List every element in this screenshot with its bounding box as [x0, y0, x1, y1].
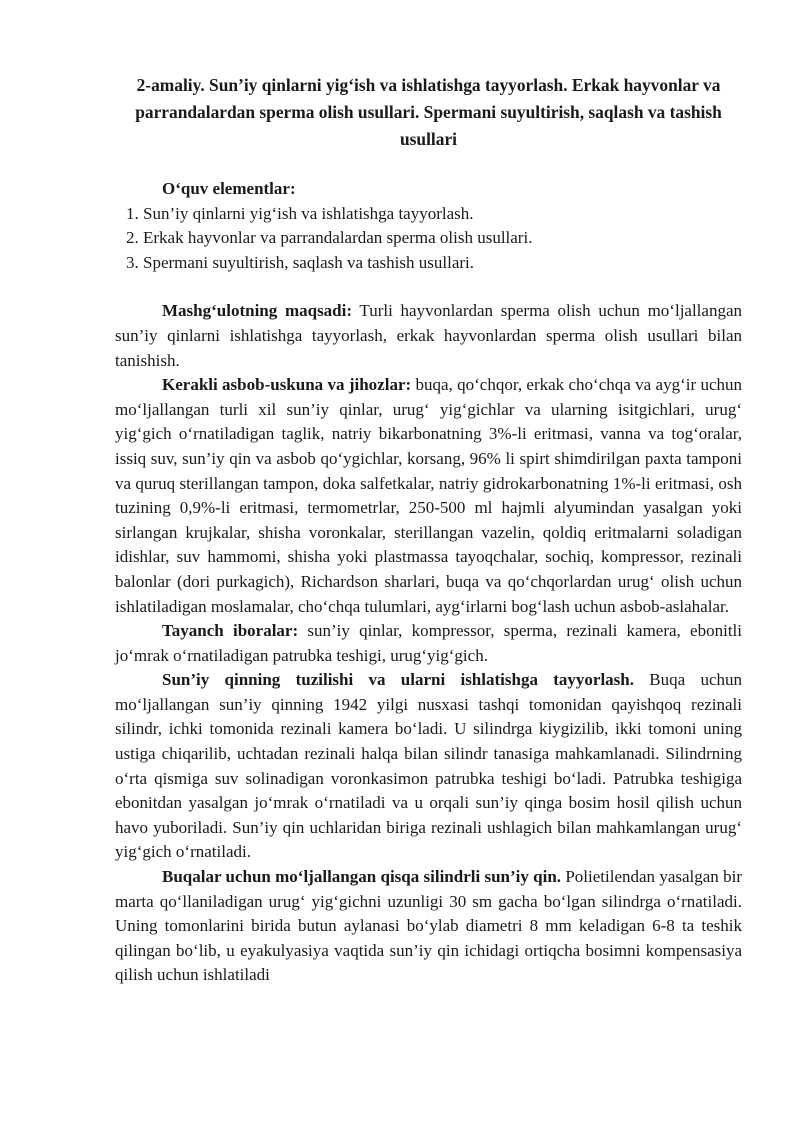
paragraph-purpose [115, 299, 742, 373]
paragraph-equipment [115, 373, 742, 619]
paragraph-lead: Buqalar uchun mo‘ljallangan qisqa silindrli sun’iy qin. [162, 867, 562, 887]
paragraph-text: Polietilendan yasalgan bir marta qo‘llaniladigan urug‘ yig‘gichni uzunligi 30 sm gacha bo‘lgan silindrga o‘rnatiladi. Uning tomonlarini birida butun aylanasi bo‘ylab diametri 8 mm keladigan 6-8 ta teshik qilingan bo‘lib, u eyakulyasiya vaqtida sun’iy qin ichidagi ortiqcha bosimni kompensasiya qilish uchun ishlatiladi [115, 867, 742, 985]
paragraph-short-cylinder [115, 865, 742, 988]
list-item: 2. Erkak hayvonlar va parrandalardan sperma olish usullari. [143, 226, 742, 251]
paragraph-lead: Mashg‘ulotning maqsadi: [162, 301, 353, 321]
paragraph-text: Buqa uchun mo‘ljallangan sun’iy qinning 1942 yilgi nusxasi tashqi tomonidan qayishqoq rezinali silindr, ichki tomonida rezinali kamera bo‘ladi. U silindrga kiygizilib, ikki tomoni uning ustiga chiqarilib, uchtadan rezinali halqa bilan silindr tanasiga mahkamlanadi. Silindrning o‘rta qismiga suv solinadigan voronkasimon patrubka teshigi bo‘ladi. Patrubka teshigiga ebonitdan yasalgan jo‘mrak o‘rnatiladi va u orqali sun’iy qinga bosim hosil qilish uchun havo yuboriladi. Sun’iy qin uchlaridan biriga rezinali ushlagich bilan mahkamlangan urug‘ yig‘gich o‘rnatiladi. [115, 670, 742, 862]
elements-heading: O‘quv elementlar: [162, 179, 296, 198]
paragraph-text: Turli hayvonlardan sperma olish uchun mo‘ljallangan sun’iy qinlarni ishlatishga tayyorlash, erkak hayvonlardan sperma olish usullari bilan tanishish. [115, 301, 742, 370]
list-item: 3. Spermani suyultirish, saqlash va tashish usullari. [143, 251, 742, 276]
document-title: 2-amaliy. Sun’iy qinlarni yig‘ish va ishlatishga tayyorlash. Erkak hayvonlar va parrandalardan sperma olish usullari. Spermani suyultirish, saqlash va tashish usullari [135, 75, 722, 149]
paragraph-text: buqa, qo‘chqor, erkak cho‘chqa va ayg‘ir uchun mo‘ljallangan turli xil sun’iy qinlar, urug‘ yig‘gichlar va ularning isitgichlari, urug‘ yig‘gich o‘rnatiladigan taglik, natriy bikarbonatning 3%-li eritmasi, vanna va tog‘oralar, issiq suv, sun’iy qin va asbob qo‘ygichlar, korsang, 96% li spirt shimdirilgan paxta tamponi va quruq sterillangan tampon, doka salfetkalar, natriy gidrokarbonatning 1%-li eritmasi, osh tuzining 0,9%-li eritmasi, termometrlar, 250-500 ml hajmli alyumindan yasalgan yoki sirlangan krujkalar, shisha voronkalar, sterillangan vazelin, qoldiq eritmalarni soladigan idishlar, suv hammomi, shisha yoki plastmassa tayoqchalar, sochiq, kompressor, rezinali balonlar (dori purkagich), Richardson sharlari, buqa va qo‘chqorlardan urug‘ olish uchun ishlatiladigan moslamalar, cho‘chqa tulumlari, ayg‘irlarni bog‘lash uchun asbob-aslahalar. [115, 375, 742, 616]
paragraph-lead: Kerakli asbob-uskuna va jihozlar: [162, 375, 412, 395]
paragraph-key-terms [115, 619, 742, 668]
paragraph-structure [115, 668, 742, 865]
paragraph-lead: Tayanch iboralar: [162, 621, 299, 641]
elements-list [115, 202, 742, 276]
paragraph-text: sun’iy qinlar, kompressor, sperma, rezinali kamera, ebonitli jo‘mrak o‘rnatiladigan patrubka teshigi, urug‘yig‘gich. [115, 621, 742, 665]
list-item: 1. Sun’iy qinlarni yig‘ish va ishlatishga tayyorlash. [143, 202, 742, 227]
paragraph-lead: Sun’iy qinning tuzilishi va ularni ishlatishga tayyorlash. [162, 670, 634, 690]
